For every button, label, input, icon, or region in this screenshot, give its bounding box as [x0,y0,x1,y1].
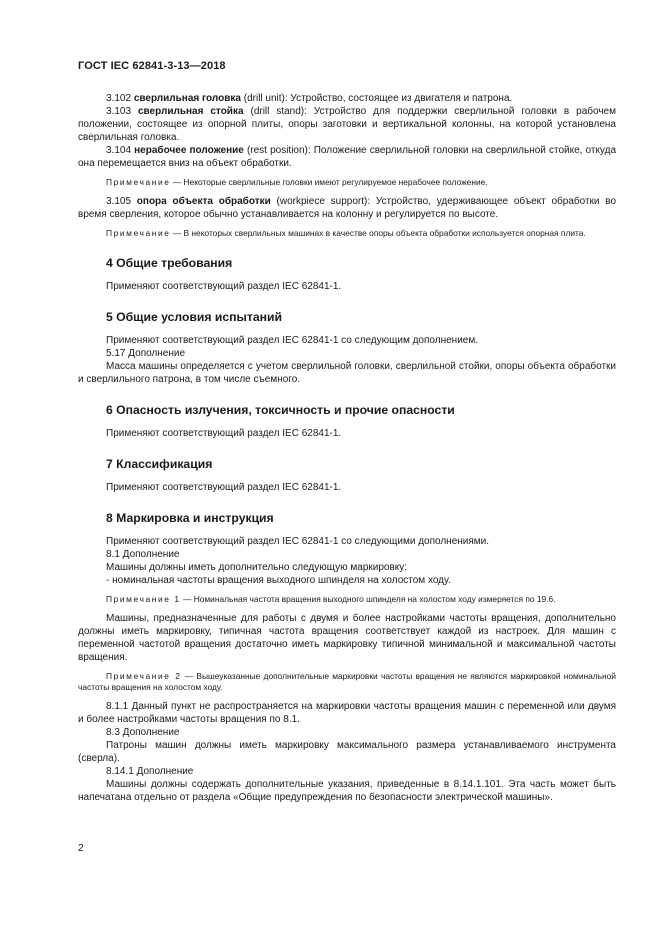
section-8-text: Применяют соответствующий раздел IEC 62841-1 со следующими дополнениями. [106,536,490,547]
term: опора объекта обработки [136,196,271,207]
clause-5-17-text: Масса машины определяется с учетом сверлильной головки, сверлильной стойки, опоры объекта обработки и сверлильного патрона, в том числе съемного. [78,361,616,385]
section-7-heading: 7 Классификация [106,457,213,471]
term: сверлильная стойка [137,106,244,117]
clause-8-1: 8.1 Дополнение [106,549,180,560]
clause-8-3: 8.3 Дополнение [106,727,180,738]
note-1: Примечание 1 — Номинальная частота вращения выходного шпинделя на холостом ходу измеряется по 19.6. [106,594,556,604]
definition-3-105: 3.105 опора объекта обработки (workpiece support): Устройство, удерживающее объект обработки во время сверления, которое обычно устанавливается на колонну и регулируется по высоте. [78,196,617,220]
term: нерабочее положение [134,145,244,156]
clause-8-3-text: Патроны машин должны иметь маркировку максимального размера устанавливаемого инструмента (сверла). [78,740,616,764]
section-5-heading: 5 Общие условия испытаний [106,310,283,324]
clause-8-14-1-text: Машины должны содержать дополнительные указания, приведенные в 8.14.1.101. Эта часть может быть напечатана отдельно от раздела «Общие предупреждения по безопасности электрической машины». [78,779,616,803]
clause-8-1-text: Машины должны иметь дополнительно следующую маркировку: [106,562,408,573]
clause-8-14-1: 8.14.1 Дополнение [106,766,194,777]
definition-3-103: 3.103 сверлильная стойка (drill stand): Устройство для поддержки сверлильной головки в рабочем положении, состоящее из опорной плиты, опоры заготовки и вертикальной колонны, на которой установлена сверлильная головка. [78,106,616,143]
section-6-heading: 6 Опасность излучения, токсичность и прочие опасности [106,403,455,417]
note-base-plate: Примечание — В некоторых сверлильных машинах в качестве опоры объекта обработки используется опорная плита. [106,228,586,238]
clause-8-1-1: 8.1.1 Данный пункт не распространяется на маркировки частоты вращения машин с переменной или двумя и более настройками частоты вращения по 8.1. [78,701,616,725]
section-8-heading: 8 Маркировка и инструкция [106,511,274,525]
clause-5-17: 5.17 Дополнение [106,348,186,359]
list-item: - номинальная частоты вращения выходного шпинделя на холостом ходу. [106,575,451,586]
page-number: 2 [78,843,84,854]
section-6-text: Применяют соответствующий раздел IEC 62841-1. [106,428,342,439]
document-header: ГОСТ IEC 62841-3-13—2018 [78,60,226,72]
definition-3-102: 3.102 сверлильная головка (drill unit): Устройство, состоящее из двигателя и патрона. [106,93,513,104]
definition-3-104: 3.104 нерабочее положение (rest position): Положение сверлильной головки на сверлильной стойке, откуда она перемещается вниз на объект обработки. [78,145,617,169]
page-body [78,92,616,804]
section-4-text: Применяют соответствующий раздел IEC 62841-1. [106,281,342,292]
term: сверлильная головка [133,93,241,104]
section-4-heading: 4 Общие требования [106,256,233,270]
note-rest-position: Примечание — Некоторые сверлильные головки имеют регулируемое нерабочее положение. [106,177,488,187]
paragraph-speed-settings: Машины, предназначенные для работы с двумя и более настройками частоты вращения, дополнительно должны иметь маркировку, типичная частота вращения соответствует каждой из настроек. Для машин с переменной частотой вращения достаточно иметь маркировку типичной минимальной и максимальной частоты вращения. [78,613,616,663]
section-5-text: Применяют соответствующий раздел IEC 62841-1 со следующим дополнением. [106,335,478,346]
section-7-text: Применяют соответствующий раздел IEC 62841-1. [106,482,342,493]
note-2: Примечание 2 — Вышеуказанные дополнительные маркировки частоты вращения не являются маркировкой номинальной частоты вращения на холостом ходу. [78,671,616,692]
